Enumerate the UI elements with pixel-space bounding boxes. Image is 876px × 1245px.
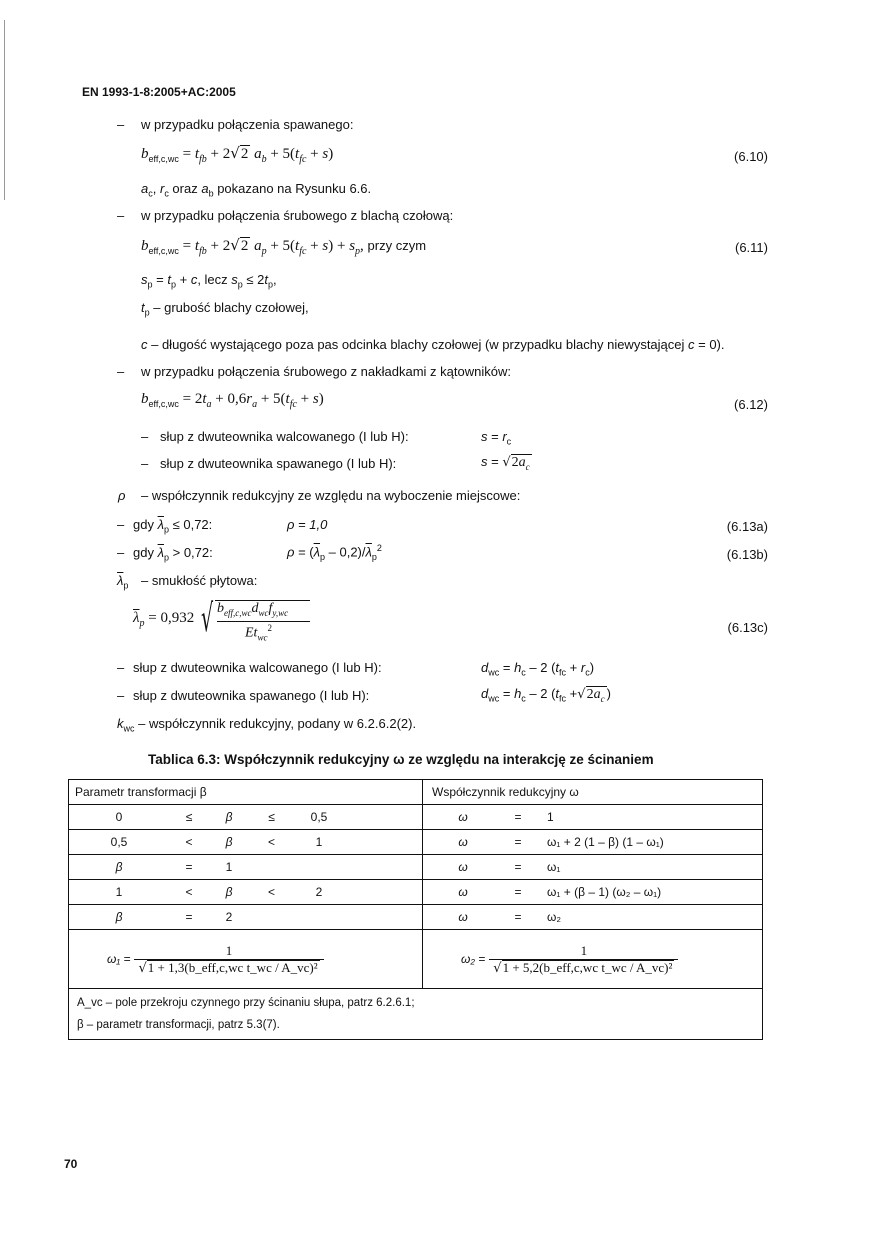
tp-definition: $t_p$ – grubość blachy czołowej,	[141, 300, 309, 318]
cell-part: 2	[315, 885, 323, 899]
c-definition: c – długość wystającego poza pas odcinka blachy czołowej (w przypadku blachy niewystającej c = 0).	[141, 337, 725, 352]
omega2-denominator: √1 + 5,2(b_eff,c,wc t_wc / A_vc)²	[493, 959, 673, 976]
cell-part: 0,5	[110, 835, 128, 849]
eq-number-6-13c: (6.13c)	[727, 620, 768, 635]
bullet-dash: –	[117, 117, 125, 132]
bullet-dash: –	[117, 660, 125, 675]
formula-6-10: $b_{eff,c,wc} = t_{fb} + 2√2$ $a_b + 5(t_{fc} + s)$	[141, 144, 334, 165]
note-avc: A_vc – pole przekroju czynnego przy ścinaniu słupa, patrz 6.2.6.1;	[77, 997, 415, 1009]
cell-part: β	[115, 860, 123, 874]
omega1-numerator: 1	[134, 943, 323, 960]
bullet-dash: –	[117, 208, 125, 223]
kwc-definition: $k_{wc}$ – współczynnik redukcyjny, podany w 6.2.6.2(2).	[117, 716, 417, 734]
cell-part: β	[225, 885, 233, 899]
eq-number-6-13a: (6.13a)	[726, 519, 768, 534]
welded-note: $a_c$, $r_c$ oraz $a_b$ pokazano na Rysunku 6.6.	[141, 181, 372, 199]
omega2-fraction	[489, 943, 678, 976]
cell-part: 0,5	[310, 810, 328, 824]
standard-header: EN 1993-1-8:2005+AC:2005	[82, 85, 236, 99]
table-header-row	[69, 780, 763, 805]
omega1-lhs: ω₁ =	[107, 952, 131, 966]
omega-value-cell	[423, 810, 762, 824]
case-angles-label: w przypadku połączenia śrubowego z nakładkami z kątowników:	[141, 364, 511, 379]
cell-part: =	[514, 835, 522, 849]
beta-range-cell	[69, 810, 422, 824]
dwc-welded-value: $d_{wc} = h_c - 2$ ($t_{fc} +√2a_c$ )	[481, 686, 611, 704]
lambda-definition: – smukłość płytowa:	[141, 573, 258, 588]
case-welded-label: w przypadku połączenia spawanego:	[141, 117, 354, 132]
beta-range-cell	[69, 910, 422, 924]
cell-part: <	[267, 885, 275, 899]
omega2-formula	[423, 943, 762, 976]
cell-part: β	[225, 835, 233, 849]
table-header-beta: Parametr transformacji β	[69, 780, 423, 805]
omega2-numerator: 1	[489, 943, 678, 960]
omega-value-cell	[423, 860, 762, 874]
table-row	[69, 805, 763, 830]
cell-part: ω	[458, 885, 468, 899]
beta-range-cell	[69, 835, 422, 849]
cell-part: ω₁	[547, 860, 561, 874]
cell-part: β	[115, 910, 123, 924]
cell-part: 1	[315, 835, 323, 849]
formula-6-12: $b_{eff,c,wc} = 2t_a + 0,6r_a + 5(t_{fc} + s)$	[141, 391, 324, 410]
eq-number-6-10: (6.10)	[734, 149, 768, 164]
bullet-dash: –	[141, 429, 149, 444]
bullet-dash: –	[117, 517, 125, 532]
lambda-symbol: $\overline{\lambda}_p$	[117, 573, 129, 591]
table-row	[69, 880, 763, 905]
angles-welded-value: $s = √2a_c$	[481, 454, 530, 472]
cell-part: =	[514, 810, 522, 824]
cell-part: ω	[458, 910, 468, 924]
table-row	[69, 855, 763, 880]
rho-symbol: ρ	[118, 488, 126, 503]
dwc-rolled-label: słup z dwuteownika walcowanego (I lub H):	[133, 660, 382, 675]
omega2-lhs: ω₂ =	[461, 952, 486, 966]
formula-6-11: $b_{eff,c,wc} = t_{fb} + 2√2$ $a_p + 5(t_{fc} + s) + s_p$, przy czym	[141, 236, 427, 257]
cell-part: 1	[115, 885, 123, 899]
table-header-omega: Współczynnik redukcyjny ω	[423, 780, 763, 805]
bullet-dash: –	[117, 545, 125, 560]
case-endplate-label: w przypadku połączenia śrubowego z blachą czołową:	[141, 208, 454, 223]
scan-edge-mark	[4, 20, 5, 200]
table-row	[69, 905, 763, 930]
cell-part: ω	[458, 860, 468, 874]
cell-part: 0	[115, 810, 123, 824]
cell-part: ω	[458, 810, 468, 824]
cell-part: 2	[225, 910, 233, 924]
cell-part: ω₁ + (β – 1) (ω₂ – ω₁)	[547, 885, 662, 899]
beta-range-cell	[69, 860, 422, 874]
dwc-rolled-value: $d_{wc} = h_c - 2$ $(t_{fc} + r_c)$	[481, 660, 595, 678]
dwc-welded-label: słup z dwuteownika spawanego (I lub H):	[133, 688, 370, 703]
cell-part: =	[185, 910, 193, 924]
cell-part: ≤	[185, 810, 193, 824]
eq-number-6-12: (6.12)	[734, 397, 768, 412]
cell-part: =	[514, 910, 522, 924]
cell-part: ≤	[268, 810, 275, 824]
cell-part: <	[185, 885, 193, 899]
cell-part: =	[514, 885, 522, 899]
angles-rolled-value: $s = r_c$	[481, 429, 512, 447]
omega1-denominator: √1 + 1,3(b_eff,c,wc t_wc / A_vc)²	[138, 959, 318, 976]
rho-definition: – współczynnik redukcyjny ze względu na wyboczenie miejscowe:	[141, 488, 521, 503]
bullet-dash: –	[117, 688, 125, 703]
angles-rolled-label: słup z dwuteownika walcowanego (I lub H):	[160, 429, 409, 444]
omega-value-cell	[423, 835, 762, 849]
rho-case1-value: ρ = 1,0	[287, 517, 328, 532]
reduction-factor-table	[68, 779, 763, 1040]
cell-part: 1	[547, 810, 554, 824]
cell-part: =	[185, 860, 193, 874]
angles-welded-label: słup z dwuteownika spawanego (I lub H):	[160, 456, 397, 471]
table-caption: Tablica 6.3: Współczynnik redukcyjny ω ze względu na interakcję ze ścinaniem	[148, 752, 654, 767]
rho-case2-condition: gdy $\overline{\lambda}_p > 0,72$:	[133, 545, 213, 563]
omega1-denominator-text: 1 + 1,3(b_eff,c,wc t_wc / A_vc)²	[147, 959, 318, 975]
cell-part: β	[225, 810, 233, 824]
eq-number-6-11: (6.11)	[735, 240, 768, 255]
rho-case2-value: $\rho = (\overline{\lambda}_p - 0,2)/\overline{\lambda}_p^2$	[287, 543, 382, 562]
omega2-denominator-text: 1 + 5,2(b_eff,c,wc t_wc / A_vc)²	[502, 959, 673, 975]
cell-part: <	[267, 835, 275, 849]
cell-part: =	[514, 860, 522, 874]
eq-number-6-13b: (6.13b)	[726, 547, 768, 562]
note-beta: β – parametr transformacji, patrz 5.3(7).	[77, 1019, 280, 1031]
rho-case1-condition: gdy $\overline{\lambda}_p \le 0,72$:	[133, 517, 213, 535]
table-notes-row	[69, 989, 763, 1040]
table-formula-row	[69, 930, 763, 989]
omega1-fraction	[134, 943, 323, 976]
cell-part: 1	[225, 860, 233, 874]
cell-part: ω₂	[547, 910, 562, 924]
sp-definition: $s_p = t_p + c$, lecz $s_p \le 2t_p$,	[141, 272, 277, 290]
bullet-dash: –	[117, 364, 125, 379]
beta-range-cell	[69, 885, 422, 899]
page-number: 70	[64, 1157, 78, 1171]
cell-part: ω₁ + 2 (1 – β) (1 – ω₁)	[547, 835, 664, 849]
omega-value-cell	[423, 885, 762, 899]
table-row	[69, 830, 763, 855]
omega-value-cell	[423, 910, 762, 924]
omega1-formula	[69, 943, 422, 976]
bullet-dash: –	[141, 456, 149, 471]
cell-part: <	[185, 835, 193, 849]
cell-part: ω	[458, 835, 468, 849]
